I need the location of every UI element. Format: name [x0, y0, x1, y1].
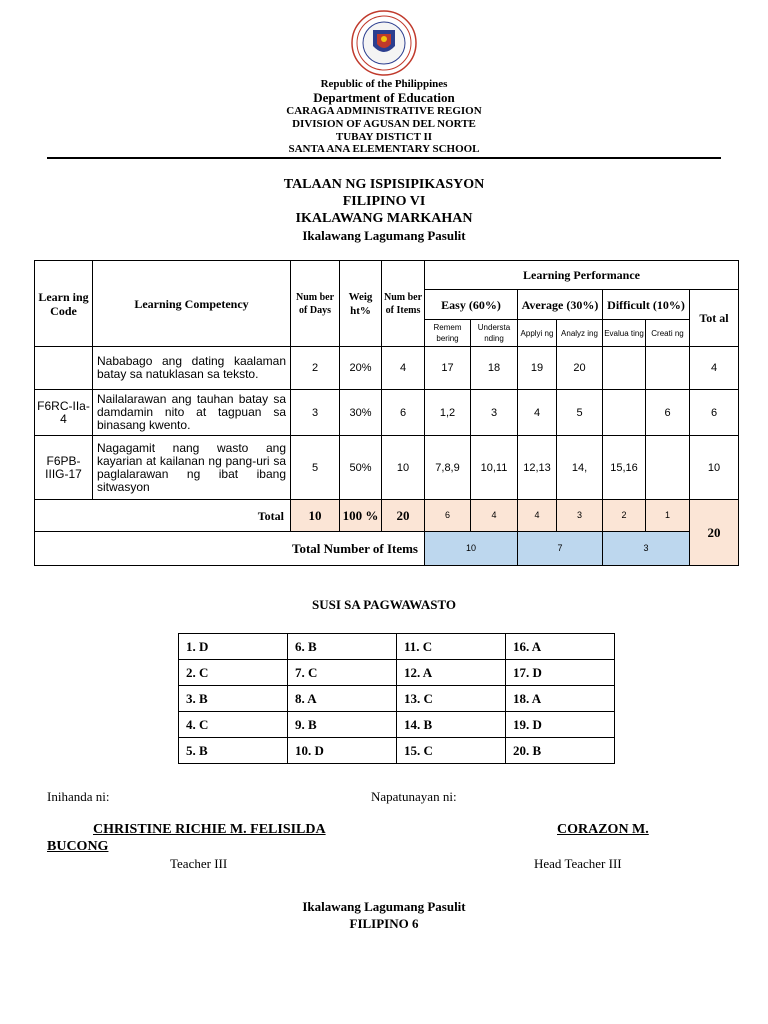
- doc-quarter: IKALAWANG MARKAHAN: [295, 211, 473, 226]
- tni-difficult: 3: [603, 532, 690, 566]
- answer-key-title: SUSI SA PAGWAWASTO: [311, 597, 456, 612]
- table-row: [179, 686, 615, 712]
- preparer-name: CHRISTINE RICHIE M. FELISILDA: [93, 822, 326, 837]
- row-items: 10: [382, 436, 425, 500]
- table-row: [179, 712, 615, 738]
- header-learning-code: Learn ing Code: [35, 261, 93, 347]
- row-total: 6: [690, 390, 739, 436]
- header-days: Num ber of Days: [291, 261, 340, 347]
- tni-average: 7: [518, 532, 603, 566]
- row-applying: 19: [518, 347, 557, 390]
- answer-cell: 2. C: [179, 660, 288, 686]
- row-applying: 12,13: [518, 436, 557, 500]
- answer-cell: 12. A: [397, 660, 506, 686]
- row-items: 6: [382, 390, 425, 436]
- header-department: Department of Education: [313, 90, 455, 105]
- answer-cell: 7. C: [288, 660, 397, 686]
- answer-cell: 19. D: [506, 712, 615, 738]
- total-evaluating: 2: [603, 500, 646, 532]
- row-competency: Nagagamit nang wasto ang kayarian at kailanan ng pang-uri sa paglalarawan ng ibat ibang sitwasyon: [93, 436, 291, 500]
- row-analyzing: 20: [557, 347, 603, 390]
- answer-cell: 14. B: [397, 712, 506, 738]
- grand-total: 20: [690, 500, 739, 566]
- row-days: 3: [291, 390, 340, 436]
- header-divider: [47, 157, 721, 159]
- preparer-title: Teacher III: [170, 856, 228, 871]
- row-weight: 50%: [340, 436, 382, 500]
- header-weight: Weig ht%: [340, 261, 382, 347]
- row-understanding: 18: [471, 347, 518, 390]
- row-competency: Nababago ang dating kaalaman batay sa natuklasan sa teksto.: [93, 347, 291, 390]
- total-items: 20: [382, 500, 425, 532]
- row-remembering: 7,8,9: [425, 436, 471, 500]
- doc-test-name: Ikalawang Lagumang Pasulit: [302, 228, 466, 243]
- answer-cell: 3. B: [179, 686, 288, 712]
- row-weight: 20%: [340, 347, 382, 390]
- sub-remembering: Remem bering: [425, 320, 471, 347]
- answer-cell: 9. B: [288, 712, 397, 738]
- row-total: 10: [690, 436, 739, 500]
- header-learning-performance: Learning Performance: [425, 261, 739, 290]
- sub-applying: Applyi ng: [518, 320, 557, 347]
- row-applying: 4: [518, 390, 557, 436]
- footer-subject: FILIPINO 6: [349, 916, 419, 931]
- prepared-by-label: Inihanda ni:: [47, 789, 110, 804]
- row-total: 4: [690, 347, 739, 390]
- row-evaluating: [603, 390, 646, 436]
- total-days: 10: [291, 500, 340, 532]
- answer-cell: 20. B: [506, 738, 615, 764]
- answer-cell: 17. D: [506, 660, 615, 686]
- row-days: 5: [291, 436, 340, 500]
- table-row: [35, 390, 739, 436]
- answer-cell: 11. C: [397, 634, 506, 660]
- row-understanding: 10,11: [471, 436, 518, 500]
- total-understanding: 4: [471, 500, 518, 532]
- total-analyzing: 3: [557, 500, 603, 532]
- answer-cell: 6. B: [288, 634, 397, 660]
- row-weight: 30%: [340, 390, 382, 436]
- row-code: [35, 347, 93, 390]
- answer-key-table: [178, 633, 615, 764]
- row-analyzing: 5: [557, 390, 603, 436]
- total-number-items-label: Total Number of Items: [291, 532, 425, 566]
- answer-cell: 13. C: [397, 686, 506, 712]
- answer-cell: 8. A: [288, 686, 397, 712]
- header-division: DIVISION OF AGUSAN DEL NORTE: [292, 118, 476, 130]
- table-row: [35, 436, 739, 500]
- approver-title: Head Teacher III: [534, 856, 622, 871]
- header-difficult: Difficult (10%): [603, 290, 690, 320]
- answer-cell: 10. D: [288, 738, 397, 764]
- row-creating: [646, 347, 690, 390]
- total-creating: 1: [646, 500, 690, 532]
- row-code: F6PB-IIIG-17: [35, 436, 93, 500]
- total-weight: 100 %: [340, 500, 382, 532]
- header-district: TUBAY DISTICT II: [335, 131, 433, 143]
- footer-test-name: Ikalawang Lagumang Pasulit: [302, 899, 466, 914]
- answer-cell: 1. D: [179, 634, 288, 660]
- answer-cell: 5. B: [179, 738, 288, 764]
- answer-cell: 16. A: [506, 634, 615, 660]
- total-items-row: [35, 532, 739, 566]
- row-items: 4: [382, 347, 425, 390]
- approved-by-label: Napatunayan ni:: [371, 789, 457, 804]
- header-easy: Easy (60%): [425, 290, 518, 320]
- tni-easy: 10: [425, 532, 518, 566]
- row-creating: 6: [646, 390, 690, 436]
- answer-cell: 4. C: [179, 712, 288, 738]
- answer-cell: 15. C: [397, 738, 506, 764]
- sub-creating: Creati ng: [646, 320, 690, 347]
- row-remembering: 1,2: [425, 390, 471, 436]
- table-row: [35, 347, 739, 390]
- row-competency: Nailalarawan ang tauhan batay sa damdamin nito at tagpuan sa binasang kwento.: [93, 390, 291, 436]
- blank-cell: [35, 532, 291, 566]
- row-analyzing: 14,: [557, 436, 603, 500]
- table-row: [179, 634, 615, 660]
- header-total: Tot al: [690, 290, 739, 347]
- header-school: SANTA ANA ELEMENTARY SCHOOL: [288, 143, 480, 155]
- sub-evaluating: Evalua ting: [603, 320, 646, 347]
- table-row: [179, 738, 615, 764]
- row-evaluating: 15,16: [603, 436, 646, 500]
- header-region: CARAGA ADMINISTRATIVE REGION: [286, 105, 482, 117]
- row-evaluating: [603, 347, 646, 390]
- total-label: Total: [35, 500, 291, 532]
- header-competency: Learning Competency: [93, 261, 291, 347]
- sub-analyzing: Analyz ing: [557, 320, 603, 347]
- header-items: Num ber of Items: [382, 261, 425, 347]
- row-creating: [646, 436, 690, 500]
- total-applying: 4: [518, 500, 557, 532]
- doc-title: TALAAN NG ISPISIPIKASYON: [283, 177, 485, 192]
- doc-subject: FILIPINO VI: [342, 194, 426, 209]
- row-understanding: 3: [471, 390, 518, 436]
- row-days: 2: [291, 347, 340, 390]
- answer-cell: 18. A: [506, 686, 615, 712]
- approver-name-line1: CORAZON M.: [557, 822, 649, 837]
- row-remembering: 17: [425, 347, 471, 390]
- deped-seal-logo: [351, 10, 417, 76]
- header-republic: Republic of the Philippines: [320, 78, 448, 90]
- row-code: F6RC-IIa-4: [35, 390, 93, 436]
- total-remembering: 6: [425, 500, 471, 532]
- sub-understanding: Understa nding: [471, 320, 518, 347]
- approver-name-line2: BUCONG: [47, 839, 109, 854]
- header-average: Average (30%): [518, 290, 603, 320]
- table-row: [179, 660, 615, 686]
- total-row: [35, 500, 739, 532]
- specification-table: [34, 260, 739, 566]
